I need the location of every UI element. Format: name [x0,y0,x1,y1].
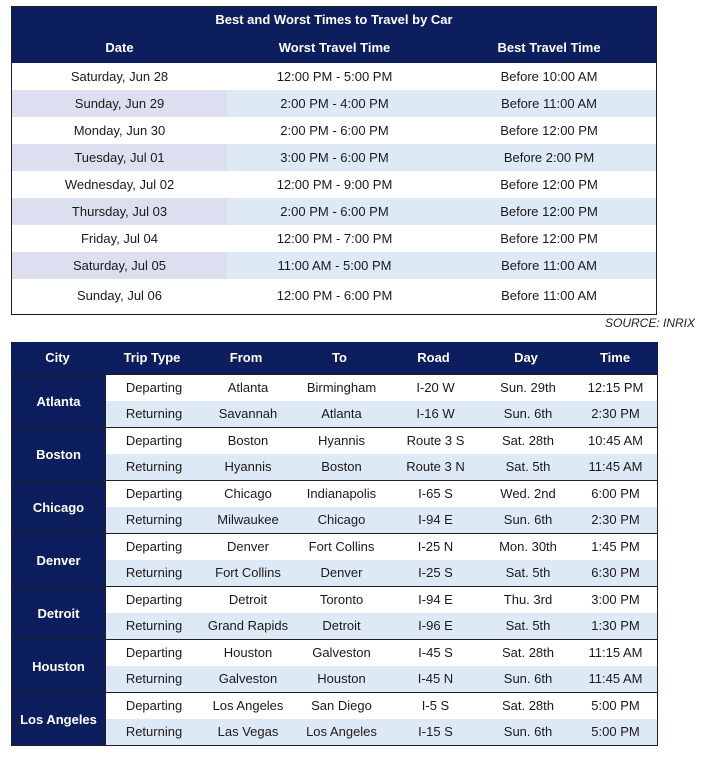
cell-time: 11:15 AM [588,645,643,660]
cell-best: Before 12:00 PM [500,123,598,138]
cell-to: Indianapolis [306,486,377,501]
cell-from: Hyannis [224,459,272,474]
cell-day: Thu. 3rd [503,592,553,607]
cell-trip-type: Departing [125,645,183,660]
table-row [12,90,656,117]
cell-worst: 12:00 PM - 9:00 PM [276,177,393,192]
cell-time: 2:30 PM [591,512,640,527]
cell-to: Denver [320,565,363,580]
cell-trip-type: Returning [125,406,183,421]
header-day: Day [514,350,538,365]
cell-time: 5:00 PM [591,724,640,739]
cell-time: 10:45 AM [588,433,643,448]
cell-day: Sun. 29th [500,380,556,395]
cell-trip-type: Returning [125,671,183,686]
cell-to: Boston [321,459,362,474]
cell-time: 11:45 AM [588,671,643,686]
cell-from: Boston [227,433,269,448]
cell-trip-type: Departing [125,592,183,607]
cell-date: Tuesday, Jul 01 [12,144,227,171]
city-group [11,374,658,428]
cell-worst: 2:00 PM - 6:00 PM [280,123,389,138]
cell-road: I-94 E [418,512,453,527]
cell-date: Saturday, Jul 05 [12,252,227,279]
cell-time: 12:15 PM [587,380,644,395]
cell-day: Sat. 28th [501,698,555,713]
cell-worst: 12:00 PM - 7:00 PM [276,231,393,246]
city-group [11,587,658,640]
table-row [12,279,656,314]
table-row [12,198,656,225]
cell-day: Sun. 6th [503,512,553,527]
cell-day: Sat. 5th [505,618,551,633]
cell-road: I-16 W [416,406,455,421]
cell-best: Before 12:00 PM [500,231,598,246]
table-row [12,63,656,90]
table-row [106,534,657,560]
city-group [11,640,658,693]
table-row [106,454,657,480]
cell-road: I-15 S [418,724,453,739]
cell-time: 11:45 AM [588,459,643,474]
cell-to: Hyannis [318,433,365,448]
cell-trip-type: Departing [125,698,183,713]
table-row [106,613,657,639]
city-label: Los Angeles [12,693,106,745]
cell-day: Sat. 28th [501,433,555,448]
cell-date: Saturday, Jun 28 [70,69,169,84]
cell-road: Route 3 N [406,459,465,474]
cell-to: Los Angeles [306,724,377,739]
cell-to: Birmingham [306,380,377,395]
table-row [106,507,657,533]
table-row [106,481,657,507]
cell-day: Sun. 6th [503,671,553,686]
cell-from: Atlanta [227,380,269,395]
table-row [106,560,657,586]
header-time: Time [599,350,631,365]
cell-best: Before 2:00 PM [442,144,656,171]
trip-rows [106,693,657,745]
table-row [106,719,657,745]
cell-date: Wednesday, Jul 02 [64,177,175,192]
cell-road: I-45 N [417,671,454,686]
header-trip-type: Trip Type [123,350,181,365]
table-row [12,225,656,252]
cell-worst: 11:00 AM - 5:00 PM [227,252,442,279]
table-row [12,144,656,171]
cell-trip-type: Departing [125,433,183,448]
cell-from: Chicago [224,486,272,501]
city-label: Detroit [12,587,106,639]
cell-from: Denver [227,539,269,554]
travel-times-table [11,6,657,315]
cell-time: 1:30 PM [591,618,640,633]
cell-worst: 2:00 PM - 4:00 PM [227,90,442,117]
cell-to: Galveston [312,645,371,660]
cell-day: Sun. 6th [503,406,553,421]
table-row [106,428,657,454]
trip-rows [106,640,657,692]
cell-best: Before 10:00 AM [500,69,598,84]
city-label: Chicago [12,481,106,533]
cell-to: Chicago [317,512,366,527]
cell-day: Mon. 30th [499,539,557,554]
cell-date: Thursday, Jul 03 [12,198,227,225]
table-row [106,693,657,719]
trip-rows [106,587,657,639]
table-header-row [12,32,656,63]
cell-trip-type: Returning [125,565,183,580]
header-from: From [229,350,263,365]
cell-time: 6:00 PM [591,486,640,501]
cell-best: Before 12:00 PM [500,177,598,192]
cell-from: Detroit [228,592,268,607]
cell-trip-type: Returning [125,724,183,739]
cell-road: I-25 S [418,565,453,580]
cell-best: Before 12:00 PM [442,198,656,225]
cell-day: Sun. 6th [503,724,553,739]
table-row [106,375,657,401]
cell-trip-type: Returning [125,459,183,474]
table-row [12,117,656,144]
header-to: To [332,350,347,365]
cell-day: Sat. 5th [505,459,551,474]
cell-worst: 3:00 PM - 6:00 PM [227,144,442,171]
cell-date: Sunday, Jun 29 [12,90,227,117]
city-groups [11,374,658,746]
cell-day: Sat. 5th [505,565,551,580]
cell-from: Las Vegas [217,724,279,739]
cell-time: 6:30 PM [591,565,640,580]
cell-time: 3:00 PM [591,592,640,607]
cell-time: 2:30 PM [591,406,640,421]
cell-best: Before 11:00 AM [442,252,656,279]
cell-road: I-25 N [417,539,454,554]
table-row [106,587,657,613]
city-group [11,428,658,481]
cell-trip-type: Returning [125,512,183,527]
cell-time: 1:45 PM [591,539,640,554]
trip-rows [106,428,657,480]
cell-day: Wed. 2nd [500,486,556,501]
cell-from: Houston [223,645,273,660]
cell-from: Grand Rapids [207,618,289,633]
cell-road: I-45 S [418,645,453,660]
table-row [106,666,657,692]
cell-date: Friday, Jul 04 [80,231,159,246]
header-date: Date [105,40,134,55]
city-routes-table [11,342,658,746]
city-group [11,534,658,587]
cell-date: Sunday, Jul 06 [76,288,163,303]
cell-from: Galveston [218,671,278,686]
cell-to: Atlanta [321,406,362,421]
cell-from: Savannah [218,406,278,421]
table-header-row [11,342,658,374]
city-label: Atlanta [12,375,106,427]
cell-worst: 2:00 PM - 6:00 PM [227,198,442,225]
table-row [12,171,656,198]
table-row [106,401,657,427]
cell-road: I-65 S [418,486,453,501]
cell-best: Before 11:00 AM [442,90,656,117]
cell-time: 5:00 PM [591,698,640,713]
trip-rows [106,481,657,533]
cell-to: Detroit [322,618,361,633]
cell-trip-type: Departing [125,380,183,395]
cell-from: Los Angeles [212,698,284,713]
trip-rows [106,534,657,586]
cell-to: Fort Collins [308,539,375,554]
cell-to: San Diego [311,698,372,713]
header-best-time: Best Travel Time [497,40,601,55]
cell-trip-type: Departing [125,486,183,501]
cell-to: Toronto [319,592,364,607]
city-label: Houston [12,640,106,692]
header-city: City [45,350,70,365]
cell-worst: 12:00 PM - 5:00 PM [276,69,393,84]
cell-road: I-96 E [418,618,453,633]
table-row [12,252,656,279]
cell-trip-type: Returning [125,618,183,633]
trip-rows [106,375,657,427]
cell-best: Before 11:00 AM [501,288,597,303]
cell-road: I-5 S [421,698,450,713]
table-title: Best and Worst Times to Travel by Car [12,7,656,32]
cell-road: Route 3 S [406,433,465,448]
cell-trip-type: Departing [125,539,183,554]
city-group [11,693,658,746]
cell-road: I-94 E [418,592,453,607]
cell-from: Fort Collins [215,565,281,580]
city-group [11,481,658,534]
header-road: Road [417,350,450,365]
cell-date: Monday, Jun 30 [73,123,166,138]
city-label: Boston [12,428,106,480]
table-row [106,640,657,666]
header-worst-time: Worst Travel Time [278,40,391,55]
city-label: Denver [12,534,106,586]
cell-road: I-20 W [416,380,455,395]
source-note: SOURCE: INRIX [604,316,695,330]
cell-day: Sat. 28th [501,645,555,660]
cell-to: Houston [317,671,366,686]
cell-worst: 12:00 PM - 6:00 PM [276,288,393,303]
cell-from: Milwaukee [217,512,279,527]
